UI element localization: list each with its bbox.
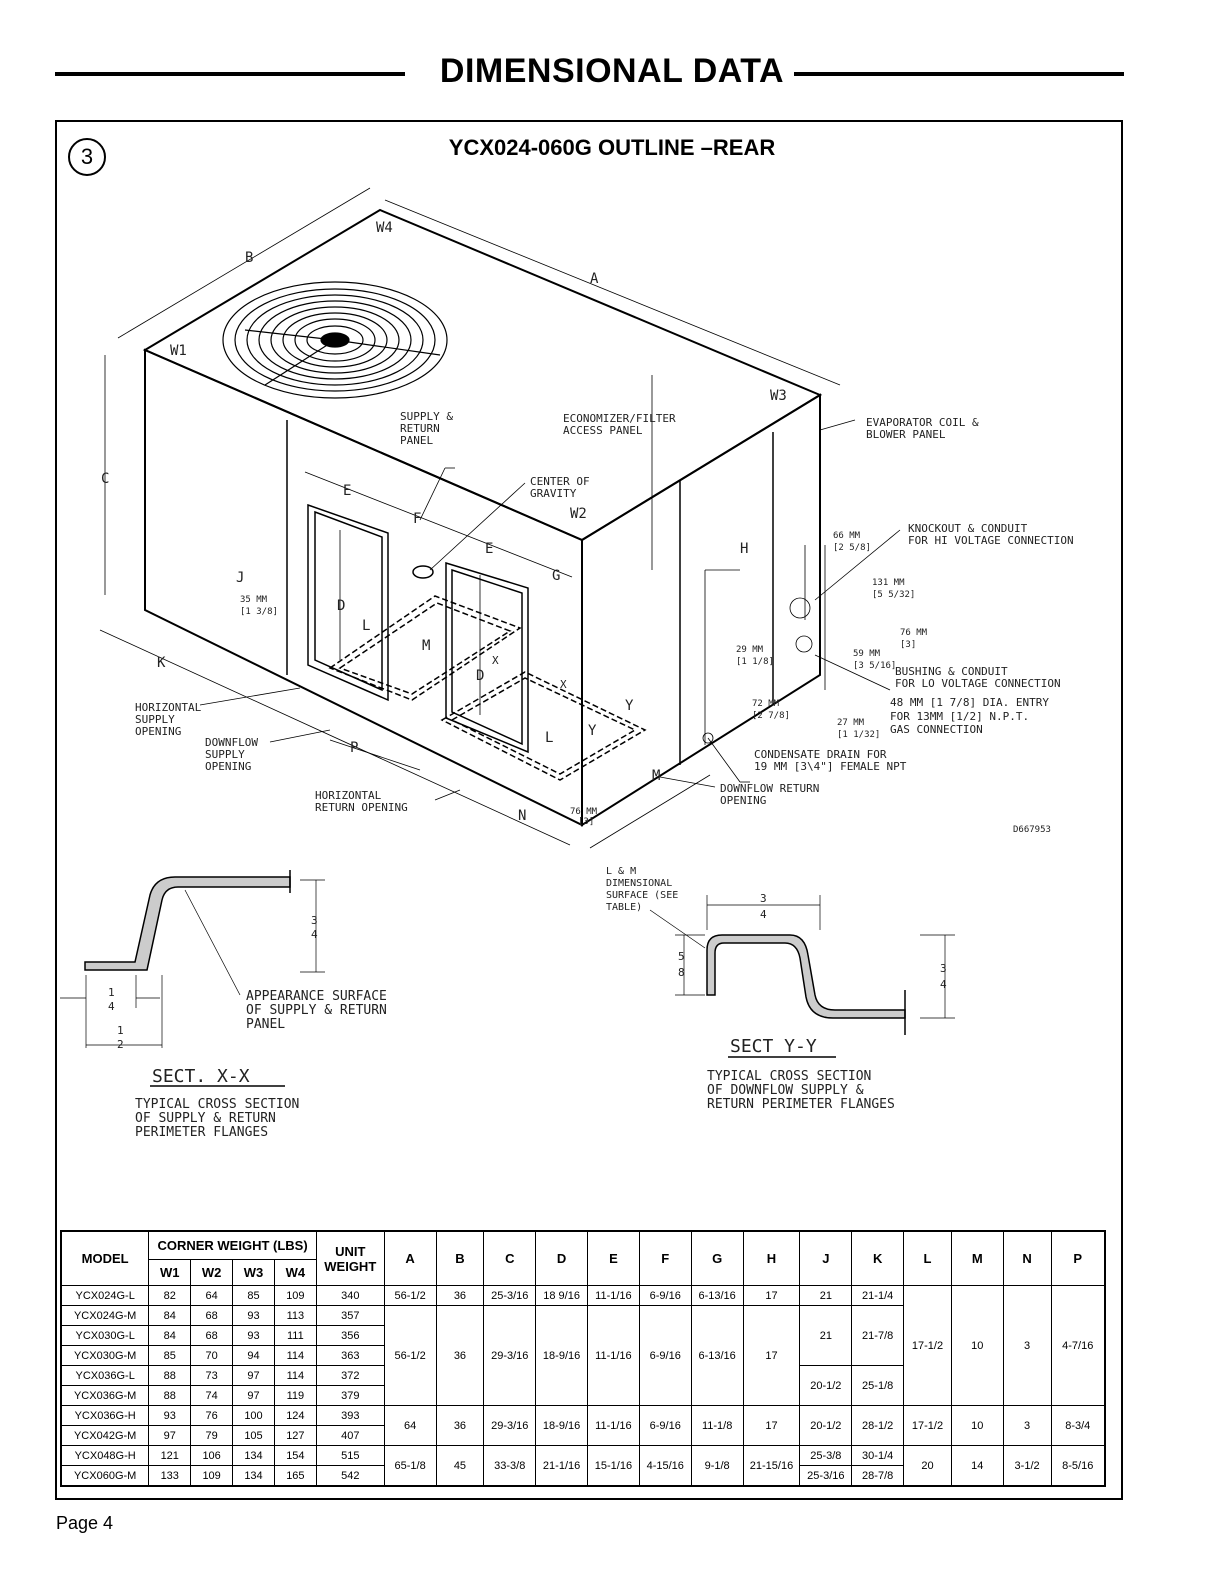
cell-e: 11-1/16 <box>588 1306 640 1406</box>
cell-unit-weight: 515 <box>316 1446 384 1466</box>
sectx-label-1: APPEARANCE SURFACE <box>246 989 387 1004</box>
dim-66-in: [2 5/8] <box>833 543 871 553</box>
corner-w1: W1 <box>170 343 187 359</box>
section-y-y <box>650 895 955 1057</box>
cell-l: 17-1/2 <box>904 1406 952 1446</box>
cell-j: 21 <box>800 1306 852 1366</box>
dim-letter-h: H <box>740 541 749 557</box>
cell-w2: 68 <box>191 1326 233 1346</box>
cell-e: 11-1/16 <box>588 1406 640 1446</box>
cell-b: 45 <box>436 1446 484 1487</box>
cell-w4: 119 <box>274 1386 316 1406</box>
cell-c: 33-3/8 <box>484 1446 536 1487</box>
callout-evaporator-2: BLOWER PANEL <box>866 428 946 441</box>
cell-unit-weight: 357 <box>316 1306 384 1326</box>
secty-dim-34b-den: 4 <box>940 978 947 991</box>
cell-j: 20-1/2 <box>800 1406 852 1446</box>
cell-c: 29-3/16 <box>484 1406 536 1446</box>
dim-letter-b: B <box>245 250 254 266</box>
cell-c: 25-3/16 <box>484 1286 536 1306</box>
cell-c: 29-3/16 <box>484 1306 536 1406</box>
callout-cog-2: GRAVITY <box>530 487 577 500</box>
th-c: C <box>484 1231 536 1286</box>
callout-downflow-supply-1: DOWNFLOW <box>205 736 258 749</box>
dim-76a-mm: 76 MM <box>900 628 928 638</box>
cell-k: 21-7/8 <box>852 1306 904 1366</box>
cell-w1: 85 <box>149 1346 191 1366</box>
sectx-dim-34-num: 3 <box>311 914 318 927</box>
cell-m: 14 <box>951 1446 1003 1487</box>
th-j: J <box>800 1231 852 1286</box>
sectx-caption-2: OF SUPPLY & RETURN <box>135 1111 276 1126</box>
dim-letter-a: A <box>590 271 599 287</box>
th-k: K <box>852 1231 904 1286</box>
dim-letter-p: P <box>350 740 359 756</box>
cell-model: YCX036G-H <box>61 1406 149 1426</box>
callout-condensate-2: 19 MM [3\4"] FEMALE NPT <box>754 760 907 773</box>
cell-w3: 100 <box>233 1406 275 1426</box>
cell-h: 17 <box>743 1286 800 1306</box>
callout-supply-return-3: PANEL <box>400 434 434 447</box>
cell-w2: 106 <box>191 1446 233 1466</box>
cell-w1: 121 <box>149 1446 191 1466</box>
callout-downflow-supply-3: OPENING <box>205 760 252 773</box>
dim-76a-in: [3] <box>900 640 917 650</box>
cell-w4: 154 <box>274 1446 316 1466</box>
cell-model: YCX030G-L <box>61 1326 149 1346</box>
cell-k: 30-1/4 <box>852 1446 904 1466</box>
cell-w4: 114 <box>274 1346 316 1366</box>
dim-27-mm: 27 MM <box>837 718 865 728</box>
secty-caption-2: OF DOWNFLOW SUPPLY & <box>707 1083 864 1098</box>
cell-w4: 109 <box>274 1286 316 1306</box>
callout-bushing-1: BUSHING & CONDUIT <box>895 665 1008 678</box>
dim-29-mm: 29 MM <box>736 645 764 655</box>
secty-dim-58-den: 8 <box>678 966 685 979</box>
cell-model: YCX030G-M <box>61 1346 149 1366</box>
cell-model: YCX024G-L <box>61 1286 149 1306</box>
callout-economizer-1: ECONOMIZER/FILTER <box>563 412 676 425</box>
callout-bushing-2: FOR LO VOLTAGE CONNECTION <box>895 677 1061 690</box>
callout-downflow-return-1: DOWNFLOW RETURN <box>720 782 820 795</box>
table-row <box>61 1286 1105 1306</box>
dim-59-mm: 59 MM <box>853 649 881 659</box>
secty-label-1: L & M <box>606 866 637 877</box>
cell-e: 15-1/16 <box>588 1446 640 1487</box>
dim-29-in: [1 1/8] <box>736 657 774 667</box>
dim-35-mm: 35 MM <box>240 595 268 605</box>
sectx-dim-34-den: 4 <box>311 928 318 941</box>
cell-w4: 127 <box>274 1426 316 1446</box>
th-l: L <box>904 1231 952 1286</box>
callout-knockout-2: FOR HI VOLTAGE CONNECTION <box>908 534 1074 547</box>
th-w4: W4 <box>274 1260 316 1286</box>
cell-model: YCX036G-L <box>61 1366 149 1386</box>
cell-unit-weight: 393 <box>316 1406 384 1426</box>
callout-gas-2: FOR 13MM [1/2] N.P.T. <box>890 710 1030 723</box>
secty-dim-34a-den: 4 <box>760 908 767 921</box>
cell-d: 18-9/16 <box>536 1406 588 1446</box>
page-number: Page 4 <box>56 1513 114 1533</box>
callout-evaporator-1: EVAPORATOR COIL & <box>866 416 979 429</box>
dim-72-mm: 72 MM <box>752 699 780 709</box>
cell-e: 11-1/16 <box>588 1286 640 1306</box>
cell-w1: 93 <box>149 1406 191 1426</box>
sectx-dim-12-num: 1 <box>117 1024 124 1037</box>
dim-letter-y2: Y <box>588 723 597 739</box>
cell-unit-weight: 542 <box>316 1466 384 1487</box>
cell-j: 25-3/8 <box>800 1446 852 1466</box>
cell-a: 65-1/8 <box>384 1446 436 1487</box>
cell-w1: 88 <box>149 1386 191 1406</box>
cell-w4: 111 <box>274 1326 316 1346</box>
dim-letter-d1: D <box>337 598 346 614</box>
callout-downflow-supply-2: SUPPLY <box>205 748 245 761</box>
cell-p: 8-3/4 <box>1051 1406 1105 1446</box>
th-f: F <box>639 1231 691 1286</box>
sectx-caption-1: TYPICAL CROSS SECTION <box>135 1097 300 1112</box>
figure-number: 3 <box>68 138 106 176</box>
cell-n: 3 <box>1003 1406 1051 1446</box>
cell-n: 3 <box>1003 1286 1051 1406</box>
figure-title: YCX024-060G OUTLINE –REAR <box>448 135 776 160</box>
dim-27-in: [1 1/32] <box>837 730 881 740</box>
cell-w2: 74 <box>191 1386 233 1406</box>
sectx-label-2: OF SUPPLY & RETURN <box>246 1003 387 1018</box>
dimension-table <box>60 1230 1106 1487</box>
secty-caption-1: TYPICAL CROSS SECTION <box>707 1069 872 1084</box>
callout-horiz-return-1: HORIZONTAL <box>315 789 382 802</box>
dim-letter-c: C <box>101 471 110 487</box>
th-d: D <box>536 1231 588 1286</box>
cell-k: 25-1/8 <box>852 1366 904 1406</box>
cell-unit-weight: 372 <box>316 1366 384 1386</box>
cell-k: 21-1/4 <box>852 1286 904 1306</box>
secty-caption-3: RETURN PERIMETER FLANGES <box>707 1097 895 1112</box>
cell-w1: 133 <box>149 1466 191 1487</box>
cell-w2: 73 <box>191 1366 233 1386</box>
cell-w1: 97 <box>149 1426 191 1446</box>
cell-a: 56-1/2 <box>384 1286 436 1306</box>
cell-unit-weight: 379 <box>316 1386 384 1406</box>
cell-model: YCX060G-M <box>61 1466 149 1487</box>
dim-35-in: [1 3/8] <box>240 607 278 617</box>
cell-unit-weight: 407 <box>316 1426 384 1446</box>
sectx-title: SECT. X-X <box>152 1066 250 1087</box>
cell-f: 6-9/16 <box>639 1286 691 1306</box>
cell-w4: 113 <box>274 1306 316 1326</box>
callout-knockout-1: KNOCKOUT & CONDUIT <box>908 522 1028 535</box>
th-e: E <box>588 1231 640 1286</box>
dim-letter-l2: L <box>545 730 554 746</box>
cell-a: 64 <box>384 1406 436 1446</box>
callout-gas-3: GAS CONNECTION <box>890 723 983 736</box>
dim-letter-f: F <box>413 511 422 527</box>
dim-131-in: [5 5/32] <box>872 590 916 600</box>
callout-supply-return-1: SUPPLY & <box>400 410 453 423</box>
cell-w3: 93 <box>233 1306 275 1326</box>
cell-b: 36 <box>436 1286 484 1306</box>
th-corner-weight: CORNER WEIGHT (LBS) <box>149 1231 317 1260</box>
cell-w2: 109 <box>191 1466 233 1487</box>
cell-f: 6-9/16 <box>639 1306 691 1406</box>
dim-letter-l1: L <box>362 618 371 634</box>
table-row <box>61 1406 1105 1426</box>
cell-w2: 79 <box>191 1426 233 1446</box>
cell-w3: 85 <box>233 1286 275 1306</box>
th-b: B <box>436 1231 484 1286</box>
secty-title: SECT Y-Y <box>730 1036 817 1057</box>
secty-label-2: DIMENSIONAL <box>606 878 673 889</box>
dim-letter-m1: M <box>422 638 431 654</box>
secty-dim-34b-num: 3 <box>940 962 947 975</box>
secty-label-3: SURFACE (SEE <box>606 890 679 901</box>
cell-g: 11-1/8 <box>691 1406 743 1446</box>
cell-h: 17 <box>743 1406 800 1446</box>
cell-g: 6-13/16 <box>691 1306 743 1406</box>
cell-h: 21-15/16 <box>743 1446 800 1487</box>
cell-j: 20-1/2 <box>800 1366 852 1406</box>
dim-letter-m2: M <box>652 768 661 784</box>
dim-letter-n: N <box>518 808 527 824</box>
cell-w3: 97 <box>233 1386 275 1406</box>
cell-unit-weight: 340 <box>316 1286 384 1306</box>
cell-w4: 124 <box>274 1406 316 1426</box>
th-g: G <box>691 1231 743 1286</box>
cell-w1: 82 <box>149 1286 191 1306</box>
cell-f: 6-9/16 <box>639 1406 691 1446</box>
cell-l: 20 <box>904 1446 952 1487</box>
cell-model: YCX042G-M <box>61 1426 149 1446</box>
cell-unit-weight: 356 <box>316 1326 384 1346</box>
cell-j: 25-3/16 <box>800 1466 852 1487</box>
table-row <box>61 1446 1105 1466</box>
callout-horiz-supply-1: HORIZONTAL <box>135 701 202 714</box>
callout-horiz-return-2: RETURN OPENING <box>315 801 408 814</box>
callout-horiz-supply-2: SUPPLY <box>135 713 175 726</box>
cell-h: 17 <box>743 1306 800 1406</box>
dim-letter-e2: E <box>485 541 494 557</box>
th-w1: W1 <box>149 1260 191 1286</box>
dim-letter-e1: E <box>343 483 352 499</box>
dim-76b-in: [3] <box>578 817 595 827</box>
dim-66-mm: 66 MM <box>833 531 861 541</box>
cell-b: 36 <box>436 1406 484 1446</box>
cell-w2: 64 <box>191 1286 233 1306</box>
dim-72-in: [2 7/8] <box>752 711 790 721</box>
callout-gas-1: 48 MM [1 7/8] DIA. ENTRY <box>890 696 1049 709</box>
cell-k: 28-1/2 <box>852 1406 904 1446</box>
cell-w3: 134 <box>233 1466 275 1487</box>
cell-w3: 97 <box>233 1366 275 1386</box>
callout-supply-return-2: RETURN <box>400 422 440 435</box>
cell-w1: 88 <box>149 1366 191 1386</box>
dim-letter-j: J <box>236 570 245 586</box>
cell-w2: 70 <box>191 1346 233 1366</box>
dim-131-mm: 131 MM <box>872 578 905 588</box>
cell-k: 28-7/8 <box>852 1466 904 1487</box>
dim-letter-x2: X <box>560 678 567 691</box>
cell-w4: 165 <box>274 1466 316 1487</box>
cell-f: 4-15/16 <box>639 1446 691 1487</box>
dim-letter-d2: D <box>476 668 485 684</box>
cell-model: YCX048G-H <box>61 1446 149 1466</box>
cell-w3: 93 <box>233 1326 275 1346</box>
dim-letter-k: K <box>157 655 166 671</box>
th-h: H <box>743 1231 800 1286</box>
cell-m: 10 <box>951 1286 1003 1406</box>
callout-cog-1: CENTER OF <box>530 475 590 488</box>
cell-j: 21 <box>800 1286 852 1306</box>
cell-w1: 84 <box>149 1306 191 1326</box>
th-w2: W2 <box>191 1260 233 1286</box>
secty-dim-58-num: 5 <box>678 950 685 963</box>
dim-letter-g: G <box>552 568 561 584</box>
corner-w3: W3 <box>770 388 787 404</box>
cell-w3: 105 <box>233 1426 275 1446</box>
cell-model: YCX036G-M <box>61 1386 149 1406</box>
th-model: MODEL <box>61 1231 149 1286</box>
cell-n: 3-1/2 <box>1003 1446 1051 1487</box>
sectx-dim-14-den: 4 <box>108 1000 115 1013</box>
cell-w3: 134 <box>233 1446 275 1466</box>
callout-condensate-1: CONDENSATE DRAIN FOR <box>754 748 887 761</box>
corner-w4: W4 <box>376 220 393 236</box>
callout-horiz-supply-3: OPENING <box>135 725 182 738</box>
cell-w4: 114 <box>274 1366 316 1386</box>
th-w3: W3 <box>233 1260 275 1286</box>
cell-w3: 94 <box>233 1346 275 1366</box>
cell-p: 4-7/16 <box>1051 1286 1105 1406</box>
cell-b: 36 <box>436 1306 484 1406</box>
th-m: M <box>951 1231 1003 1286</box>
callout-economizer-2: ACCESS PANEL <box>563 424 643 437</box>
th-n: N <box>1003 1231 1051 1286</box>
section-x-x <box>60 870 325 1086</box>
dim-letter-x1: X <box>492 654 499 667</box>
dim-76b-mm: 76 MM <box>570 807 598 817</box>
cell-w2: 76 <box>191 1406 233 1426</box>
sectx-dim-14-num: 1 <box>108 986 115 999</box>
cell-l: 17-1/2 <box>904 1286 952 1406</box>
cell-w1: 84 <box>149 1326 191 1346</box>
cell-unit-weight: 363 <box>316 1346 384 1366</box>
th-unit-weight: UNIT WEIGHT <box>316 1231 384 1286</box>
cell-d: 18 9/16 <box>536 1286 588 1306</box>
sectx-dim-12-den: 2 <box>117 1038 124 1051</box>
th-a: A <box>384 1231 436 1286</box>
cell-a: 56-1/2 <box>384 1306 436 1406</box>
page-title: DIMENSIONAL DATA <box>0 52 1224 91</box>
cell-w2: 68 <box>191 1306 233 1326</box>
secty-dim-34a-num: 3 <box>760 892 767 905</box>
cell-d: 18-9/16 <box>536 1306 588 1406</box>
cell-g: 9-1/8 <box>691 1446 743 1487</box>
cell-g: 6-13/16 <box>691 1286 743 1306</box>
secty-label-4: TABLE) <box>606 902 643 913</box>
cell-d: 21-1/16 <box>536 1446 588 1487</box>
dim-letter-y1: Y <box>625 698 634 714</box>
corner-w2: W2 <box>570 506 587 522</box>
cell-p: 8-5/16 <box>1051 1446 1105 1487</box>
sectx-label-3: PANEL <box>246 1017 286 1032</box>
cell-model: YCX024G-M <box>61 1306 149 1326</box>
drawing-id: D667953 <box>1013 825 1051 835</box>
dim-59-in: [3 5/16] <box>853 661 897 671</box>
sectx-caption-3: PERIMETER FLANGES <box>135 1125 269 1140</box>
callout-downflow-return-2: OPENING <box>720 794 767 807</box>
th-p: P <box>1051 1231 1105 1286</box>
cell-m: 10 <box>951 1406 1003 1446</box>
